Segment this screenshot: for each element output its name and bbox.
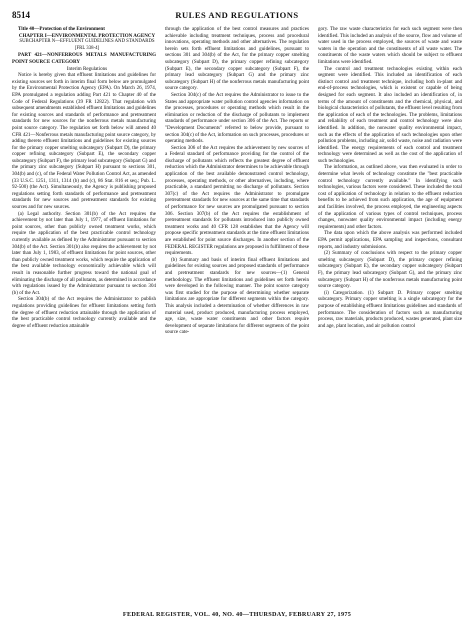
- paragraph: Notice is hereby given that effluent limitations and guidelines for existing sources set forth in interim final form below are promulgated by the Environmental Protection Agency (EPA). On March 26, 1974, EPA promulgated a regulation adding Part 421 to Chapter 40 of the Code of Federal Regulations (39 FR 12822). That regulation with subsequent amendments established effluent limitations and guidelines for existing sources and standards of performance and pretreatment standards for new sources for the nonferrous metals manufacturing point source category. The regulation set forth below will amend 40 CFR 421—Nonferrous metals manufacturing point source category, by adding thereto effluent limitations and guidelines for existing sources for the primary copper smelting subcategory (Subpart D), the primary copper refining subcategory (Subpart E), the secondary copper subcategory (Subpart F), the primary lead subcategory (Subpart G) and the primary zinc subcategory (Subpart H) pursuant to sections 301, 304(b) and (c), of the Federal Water Pollution Control Act, as amended (33 U.S.C. 1251, 1311, 1314 (b) and (c), 86 Stat. 816 et seq.; Pub. L. 92-500) (the Act). Simultaneously, the Agency is publishing proposed regulations setting forth standards of performance and pretreatment standards for new sources and pretreatment standards for existing sources and for new sources.: [12, 72, 156, 211]
- text-columns: [12, 26, 462, 604]
- paragraph: Section 304(b) of the Act requires the Administrator to publish regulations providing guidelines for effluent limitations setting forth the degree of effluent reduction attainable through the application of the best practicable control technology currently available and the degree of effluent reduction attainable: [12, 296, 156, 329]
- page-footer: FEDERAL REGISTER, VOL. 40, NO. 40—THURSDAY, FEBRUARY 27, 1975: [122, 611, 352, 618]
- paragraph: The information, as outlined above, was then evaluated in order to determine what levels of technology constitute the "best practicable control technology currently available." In identifying such technologies, various factors were considered. These included the total cost of application of technology in relation to the effluent reduction benefits to be achieved from such application, the age of equipment and facilities involved, the process employed, the engineering aspects of the application of various types of control techniques, process changes, nonwater quality environmental impact (including energy requirements) and other factors.: [318, 164, 462, 230]
- subchapter-heading: SUBCHAPTER N—EFFLUENT GUIDELINES AND STANDARDS: [19, 39, 155, 45]
- paragraph: The control and treatment technologies existing within each segment were identified. This included an identification of each distinct control and treatment technique, including both in-plant and end-of-process technologies, which is existent or capable of being designed for each segment. It also included an identification of, in terms of the amount of constituents and the chemical, physical, and biological characteristics of pollutants, the effluent level resulting from the application of each of the technologies. The problems, limitations and reliability of each treatment and control technology were also identified. In addition, the nonwater quality environmental impact, such as the effects of the application of such technologies upon other pollution problems, including air, solid waste, noise and radiation were identified. The energy requirements of each control and treatment technology were determined as well as the cost of the application of such technologies.: [318, 65, 462, 164]
- column-1: [12, 26, 156, 604]
- paragraph: gory. The raw waste characteristics for each such segment were then identified. This included an analysis of the source, flow and volume of water used in the process employed, the sources of waste and waste waters in the operation and the constituents of all waste water. The constituents of the waste waters which should be subject to effluent limitations were identified.: [318, 26, 462, 65]
- part-heading: PART 421—NONFERROUS METALS MANUFACTURING POINT SOURCE CATEGORY: [12, 52, 156, 65]
- interim-heading: Interim Regulations: [66, 65, 108, 72]
- page-header: [12, 10, 462, 26]
- title-heading: Title 40—Protection of the Environment: [18, 26, 105, 32]
- paragraph: Section 304(c) of the Act requires the Administrator to issue to the States and appropriate water pollution control agencies information on the processes, procedures or operating methods which result in the elimination or reduction of the discharge of pollutants to implement standards of performance under section 306 of the Act. The reports or "Development Documents" referred to below provide, pursuant to section 304(c) of the Act, information on such processes, procedures or operating methods.: [165, 91, 309, 145]
- paragraph: (a) Legal authority. Section 301(b) of the Act requires the achievement by not later than July 1, 1977, of effluent limitations for point sources, other than publicly owned treatment works, which require the application of the best practicable control technology currently available as defined by the Administrator pursuant to section 304(b) of the Act. Section 301(b) also requires the achievement by not later than July 1, 1983, of effluent limitations for point sources, other than publicly owned treatment works, which require the application of the best available technology economically achievable which will result in reasonable further progress toward the national goal of eliminating the discharge of all pollutants, as determined in accordance with regulations issued by the Administrator pursuant to section 304 (b) of the Act.: [12, 210, 156, 296]
- running-title: RULES AND REGULATIONS: [175, 10, 299, 20]
- paragraph: Section 306 of the Act requires the achievement by new sources of a Federal standard of performance providing for the control of the discharge of pollutants which reflects the greatest degree of effluent reduction which the Administrator determines to be achievable through application of the best available demonstrated control technology, processes, operating methods, or other alternatives, including, where practicable, a standard permitting no discharge of pollutants. Section 307(c) of the Act requires the Administrator to promulgate pretreatment standards for new sources at the same time that standards of performance for new sources are promulgated pursuant to section 306. Section 307(b) of the Act requires the establishment of pretreatment standards for pollutants introduced into publicly owned treatment works and 40 CFR 128 establishes that the Agency will propose specific pretreatment standards at the time effluent limitations are established for point source discharges. In another section of the FEDERAL REGISTER regulations are proposed in fulfillment of these requirements.: [165, 144, 309, 257]
- column-2: [165, 26, 309, 604]
- paragraph: through the application of the best control measures and practices achievable including treatment techniques, process and procedural innovations, operating methods and other alternatives. The regulation herein sets forth effluent limitations and guidelines, pursuant to sections 301 and 304(b) of the Act, for the primary copper smelting subcategory (Subpart D), the primary copper refining subcategory (Subpart E), the secondary copper subcategory (Subpart F), the primary lead subcategory (Subpart G) and the primary zinc subcategory (Subpart H) of the nonferrous metals manufacturing point source category.: [165, 26, 309, 92]
- page-number: 8514: [12, 10, 30, 20]
- paragraph: (b) Summary and basis of interim final effluent limitations and guidelines for existing sources and proposed standards of performance and pretreatment standards for new sources—(1) General methodology. The effluent limitations and guidelines set forth herein were developed in the following manner. The point source category was first studied for the purpose of determining whether separate limitations are appropriate for different segments within the category. This analysis included a determination of whether differences in raw material used, product produced, manufacturing process employed, age, size, waste water constituents and other factors require development of separate limitations for different segments of the point source cate-: [165, 256, 309, 336]
- paragraph: (2) Summary of conclusions with respect to the primary copper smelting subcategory (Subpart D), the primary copper refining subcategory (Subpart E), the secondary copper subcategory (Subpart F), the primary lead subcategory (Subpart G), and the primary zinc subcategory (Subpart H) of the nonferrous metals manufacturing point source category.: [318, 250, 462, 290]
- paragraph: The data upon which the above analysis was performed included EPA permit applications, EPA sampling and inspections, consultant reports, and industry submissions.: [318, 230, 462, 250]
- paragraph: (i) Categorization. (1) Subpart D. Primary copper smelting subcategory. Primary copper smelting is a single subcategory for the purpose of establishing effluent limitations guidelines and standards of performance. The consideration of factors such as manufacturing process, raw materials, products produced, wastes generated, plant size and age, plant location, and air pollution control: [318, 289, 462, 329]
- column-3: [318, 26, 462, 604]
- chapter-heading: CHAPTER I—ENVIRONMENTAL PROTECTION AGENCY: [18, 32, 156, 39]
- frl-number: [FRL 338-4]: [74, 45, 100, 51]
